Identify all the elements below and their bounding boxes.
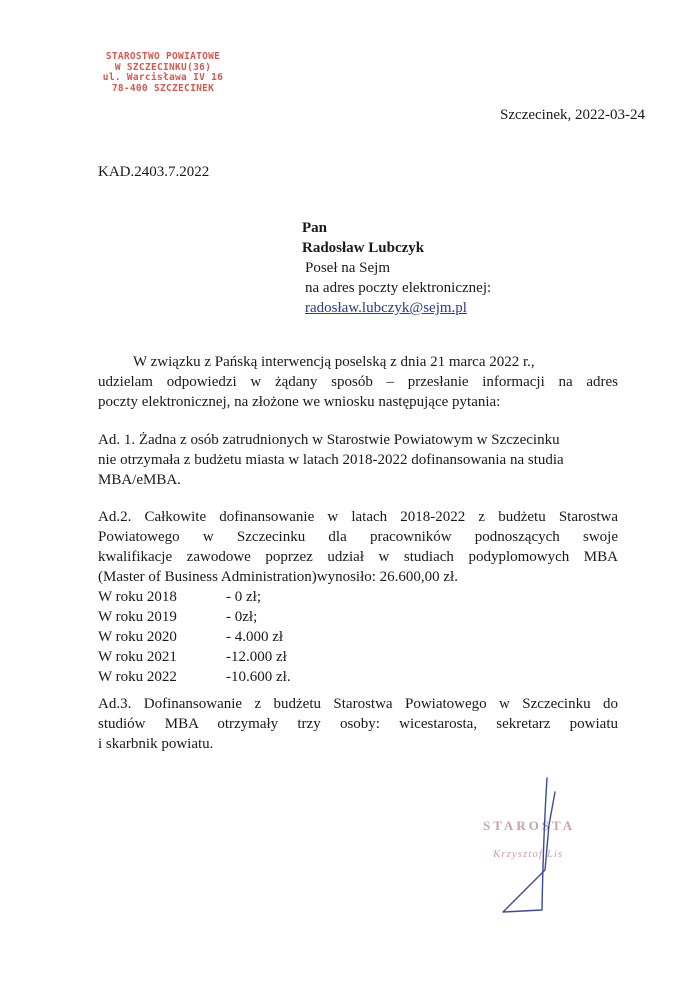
answer-2-line-2: Powiatowego w Szczecinku dla pracowników podnoszących swoje (98, 529, 618, 545)
year-row (98, 627, 618, 647)
stamp-line-3: ul. Warcisława IV 16 (102, 72, 224, 83)
answer-2-line-3: kwalifikacje zawodowe poprzez udział w studiach podyplomowych MBA (98, 549, 618, 565)
recipient-name: Radosław Lubczyk (302, 240, 425, 256)
reference-number: KAD.2403.7.2022 (98, 164, 210, 180)
year-label: W roku 2019 (98, 609, 177, 625)
year-row (98, 647, 618, 667)
answer-1-line-3: MBA/eMBA. (98, 472, 181, 488)
answer-3-line-2: studiów MBA otrzymały trzy osoby: wicestarosta, sekretarz powiatu (98, 716, 618, 732)
handwritten-signature (485, 770, 565, 920)
year-label: W roku 2021 (98, 649, 177, 665)
recipient-block (302, 218, 491, 318)
intro-paragraph (98, 352, 618, 412)
intro-line-2: udzielam odpowiedzi w żądany sposób – przesłanie informacji na adres (98, 374, 618, 390)
year-label: W roku 2020 (98, 629, 177, 645)
recipient-title: Poseł na Sejm (305, 260, 390, 276)
answer-2-line-4: (Master of Business Administration)wynosiło: 26.600,00 zł. (98, 569, 458, 585)
answer-1-line-1: Ad. 1. Żadna z osób zatrudnionych w Starostwie Powiatowym w Szczecinku (98, 432, 560, 448)
year-row (98, 587, 618, 607)
stamp-line-4: 78-400 SZCZECINEK (111, 82, 215, 94)
answer-3-line-1: Ad.3. Dofinansowanie z budżetu Starostwa Powiatowego w Szczecinku do (98, 696, 618, 712)
stamp-line-2: W SZCZECINKU(36) (114, 61, 212, 73)
office-stamp (88, 52, 238, 94)
year-value: - 0zł; (226, 609, 258, 625)
recipient-salutation: Pan (302, 220, 328, 236)
yearly-funding-list (98, 587, 618, 687)
answer-3 (98, 694, 618, 754)
answer-2-line-1: Ad.2. Całkowite dofinansowanie w latach 2018-2022 z budżetu Starostwa (98, 509, 618, 525)
intro-line-1: W związku z Pańską interwencją poselską z dnia 21 marca 2022 r., (133, 354, 535, 370)
recipient-delivery: na adres poczty elektronicznej: (305, 280, 492, 296)
answer-2 (98, 507, 618, 687)
stamp-name: Krzysztof Lis (493, 848, 564, 860)
year-value: - 0 zł; (226, 589, 261, 605)
stamp-title: STAROSTA (483, 818, 576, 833)
year-value: -12.000 zł (226, 649, 287, 665)
year-row (98, 607, 618, 627)
year-value: -10.600 zł. (226, 669, 291, 685)
year-label: W roku 2022 (98, 669, 177, 685)
year-row (98, 667, 618, 687)
answer-3-line-3: i skarbnik powiatu. (98, 736, 214, 752)
answer-1-line-2: nie otrzymała z budżetu miasta w latach 2018-2022 dofinansowania na studia (98, 452, 564, 468)
recipient-email-link[interactable]: radosław.lubczyk@sejm.pl (305, 300, 467, 316)
stamp-line-1: STAROSTWO POWIATOWE (105, 51, 221, 62)
year-value: - 4.000 zł (226, 629, 284, 645)
intro-line-3: poczty elektronicznej, na złożone we wniosku następujące pytania: (98, 394, 501, 410)
year-label: W roku 2018 (98, 589, 177, 605)
place-date: Szczecinek, 2022-03-24 (500, 107, 645, 123)
answer-1 (98, 430, 618, 490)
